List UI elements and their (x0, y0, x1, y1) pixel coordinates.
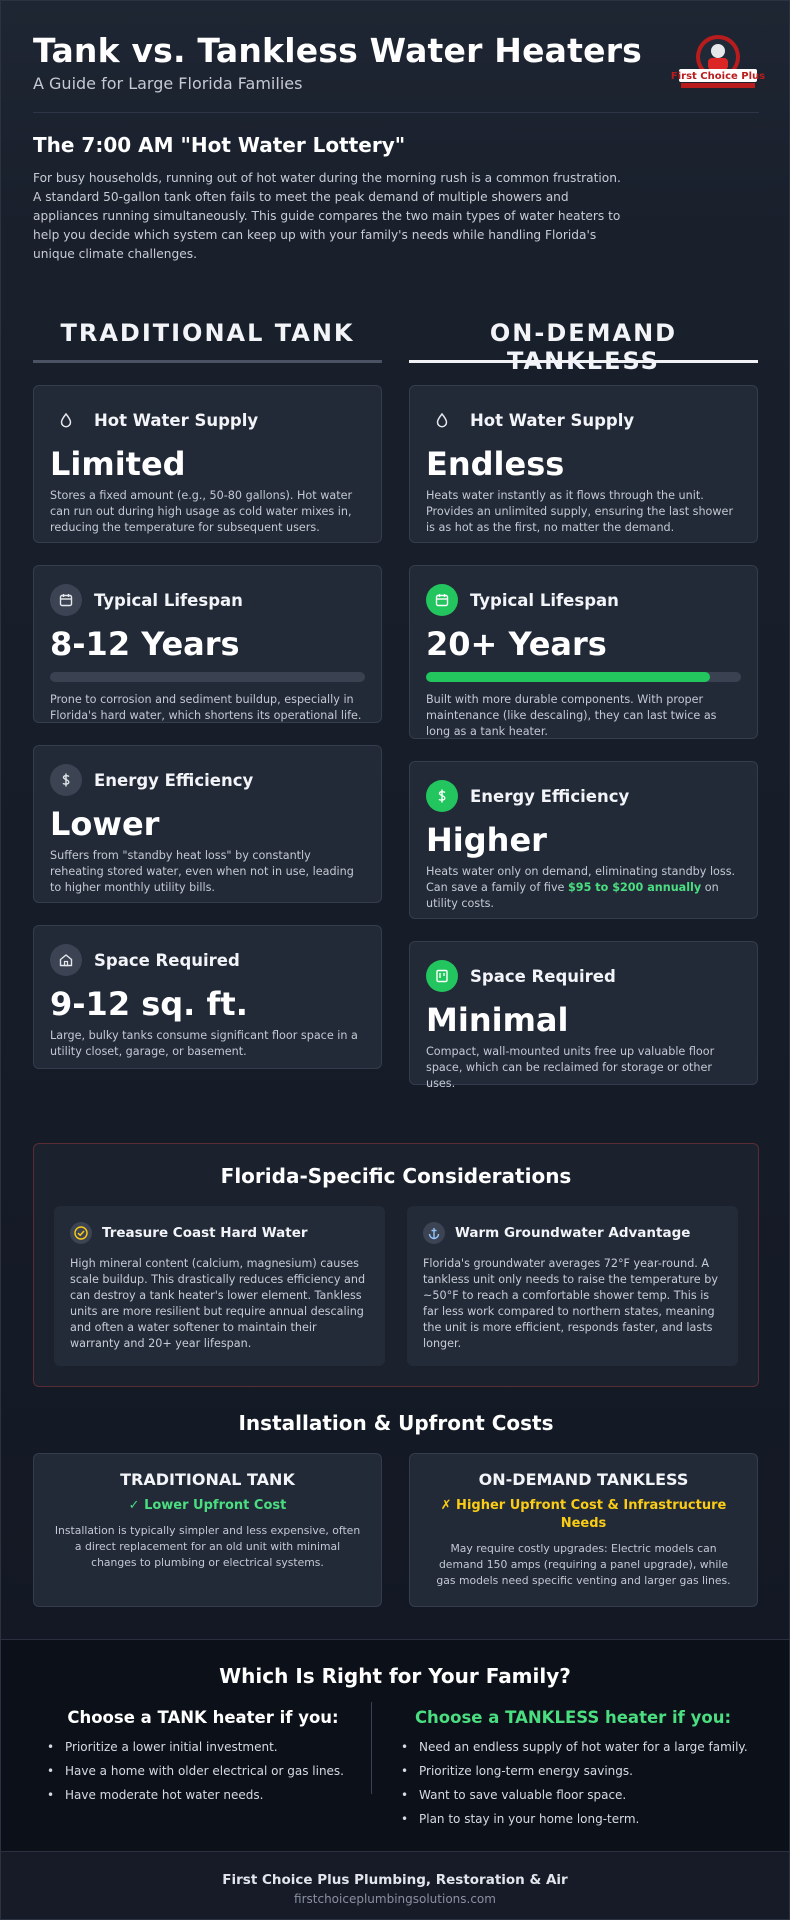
savings-highlight: $95 to $200 annually (568, 881, 702, 894)
company-logo[interactable] (670, 33, 766, 89)
list-item: • Have moderate hot water needs. (47, 1787, 373, 1803)
intro-body: For busy households, running out of hot water during the morning rush is a common frustration. A standard 50-gallon tank often fails to meet the peak demand of multiple showers and appliances running simultaneously. This guide compares the two main types of water heaters to help you decide which system can keep up with your family's needs while handling Florida's unique climate challenges. (33, 171, 621, 261)
recommendation-section (1, 1639, 789, 1851)
florida-considerations (33, 1143, 759, 1387)
intro-section (33, 133, 633, 264)
cost-status: ✓ Lower Upfront Cost (128, 1498, 287, 1513)
list-item: • Have a home with older electrical or gas lines. (47, 1763, 373, 1779)
card-value: 9-12 sq. ft. (50, 985, 248, 1023)
list-item: • Plan to stay in your home long-term. (401, 1811, 759, 1827)
tankless-space-card (409, 941, 758, 1090)
cost-title: TRADITIONAL TANK (120, 1470, 295, 1489)
tankless-recommendation-title: Choose a TANKLESS heater if you: (414, 1708, 732, 1727)
tankless-hot-water-card (409, 385, 758, 543)
costs-heading: Installation & Upfront Costs (238, 1411, 554, 1435)
card-value: 20+ Years (426, 625, 607, 663)
card-label: Typical Lifespan (470, 590, 619, 610)
tankless-recommendation (387, 1708, 759, 1835)
company-name: First Choice Plus Plumbing, Restoration & Air (222, 1872, 568, 1888)
groundwater-card (407, 1206, 738, 1366)
card-label: Space Required (94, 950, 240, 970)
anchor-icon (423, 1222, 445, 1244)
tank-recommendation (33, 1708, 373, 1811)
card-value: Minimal (426, 1001, 569, 1039)
card-description: Built with more durable components. With proper maintenance (like descaling), they can last twice as long as a tank heater. (426, 693, 717, 738)
card-description: Large, bulky tanks consume significant floor space in a utility closet, garage, or basement. (50, 1029, 358, 1058)
hard-water-card (54, 1206, 385, 1366)
tank-lifespan-card (33, 565, 382, 723)
tank-recommendation-list (33, 1739, 373, 1803)
card-label: Energy Efficiency (470, 786, 630, 806)
intro-heading: The 7:00 AM "Hot Water Lottery" (33, 133, 406, 157)
desc-text: Heats water only on demand, eliminating standby loss. Can save a family of five (426, 865, 736, 894)
groundwater-title: Warm Groundwater Advantage (455, 1225, 691, 1241)
lifespan-bar (50, 672, 365, 682)
cost-title: ON-DEMAND TANKLESS (478, 1470, 689, 1489)
tank-cost-card (33, 1453, 382, 1607)
card-description: Heats water instantly as it flows through the unit. Provides an unlimited supply, ensuring the last shower is as hot as the first, no matter the demand. (426, 489, 734, 534)
list-item: • Want to save valuable floor space. (401, 1787, 759, 1803)
tankless-lifespan-card (409, 565, 758, 739)
list-item: • Need an endless supply of hot water for a large family. (401, 1739, 759, 1755)
page-subtitle: A Guide for Large Florida Families (33, 74, 303, 93)
card-label: Hot Water Supply (94, 410, 259, 430)
groundwater-body: Florida's groundwater averages 72°F year-round. A tankless unit only needs to raise the temperature by ~50°F to reach a comfortable shower temp. This is far less work compared to northern states, meaning the unit is more efficient, responds faster, and lasts longer. (423, 1257, 718, 1350)
check-circle-icon (70, 1222, 92, 1244)
tank-efficiency-card (33, 745, 382, 903)
lifespan-bar-fill (426, 672, 710, 682)
water-drop-icon (50, 404, 82, 436)
tankless-cost-card (409, 1453, 758, 1607)
calendar-icon (50, 584, 82, 616)
desc-text: on utility costs. (426, 881, 719, 910)
water-drop-icon (426, 404, 458, 436)
tank-hot-water-card (33, 385, 382, 543)
card-value: Limited (50, 445, 186, 483)
svg-text:First Choice Plus: First Choice Plus (670, 71, 766, 82)
card-value: Endless (426, 445, 565, 483)
company-url-link[interactable]: firstchoiceplumbingsolutions.com (294, 1892, 496, 1906)
recommendation-heading: Which Is Right for Your Family? (219, 1664, 571, 1688)
tank-recommendation-title: Choose a TANK heater if you: (67, 1708, 339, 1727)
card-label: Space Required (470, 966, 616, 986)
card-label: Typical Lifespan (94, 590, 243, 610)
card-value: Higher (426, 821, 547, 859)
footer (1, 1851, 789, 1919)
header (33, 31, 766, 113)
cost-body: May require costly upgrades: Electric models can demand 150 amps (requiring a panel upgrade), while gas models need specific venting and larger gas lines. (436, 1542, 731, 1587)
tankless-column-heading: ON-DEMAND TANKLESS (409, 319, 758, 363)
cost-status: ✗ Higher Upfront Cost & Infrastructure Needs (440, 1498, 727, 1531)
tankless-recommendation-list (387, 1739, 759, 1827)
card-description: Prone to corrosion and sediment buildup, especially in Florida's hard water, which shortens its operational life. (50, 693, 362, 722)
card-value: 8-12 Years (50, 625, 240, 663)
card-description: Compact, wall-mounted units free up valuable floor space, which can be reclaimed for storage or other uses. (426, 1045, 715, 1090)
card-description: Stores a fixed amount (e.g., 50-80 gallons). Hot water can run out during high usage as cold water mixes in, reducing the temperature for subsequent users. (50, 489, 353, 534)
hard-water-title: Treasure Coast Hard Water (102, 1225, 308, 1241)
card-value: Lower (50, 805, 160, 843)
card-label: Energy Efficiency (94, 770, 254, 790)
hard-water-body: High mineral content (calcium, magnesium) causes scale buildup. This drastically reduces efficiency and can destroy a tank heater's lower element. Tankless units are more resilient but require annual descaling and often a water softener to maintain their warranty and 20+ year lifespan. (70, 1257, 366, 1350)
dollar-icon (50, 764, 82, 796)
wall-unit-icon (426, 960, 458, 992)
list-item: • Prioritize a lower initial investment. (47, 1739, 373, 1755)
home-icon (50, 944, 82, 976)
lifespan-bar (426, 672, 741, 682)
card-label: Hot Water Supply (470, 410, 635, 430)
divider (371, 1702, 372, 1794)
card-description: Suffers from "standby heat loss" by constantly reheating stored water, even when not in use, leading to higher monthly utility bills. (50, 849, 354, 894)
dollar-icon (426, 780, 458, 812)
calendar-icon (426, 584, 458, 616)
card-description (426, 864, 741, 912)
tankless-efficiency-card (409, 761, 758, 919)
tank-space-card (33, 925, 382, 1069)
page-title: Tank vs. Tankless Water Heaters (33, 31, 643, 70)
list-item: • Prioritize long-term energy savings. (401, 1763, 759, 1779)
florida-heading: Florida-Specific Considerations (220, 1164, 572, 1188)
tank-column-heading: TRADITIONAL TANK (33, 319, 382, 363)
cost-body: Installation is typically simpler and less expensive, often a direct replacement for an old unit with minimal changes to plumbing or electrical systems. (54, 1524, 361, 1569)
